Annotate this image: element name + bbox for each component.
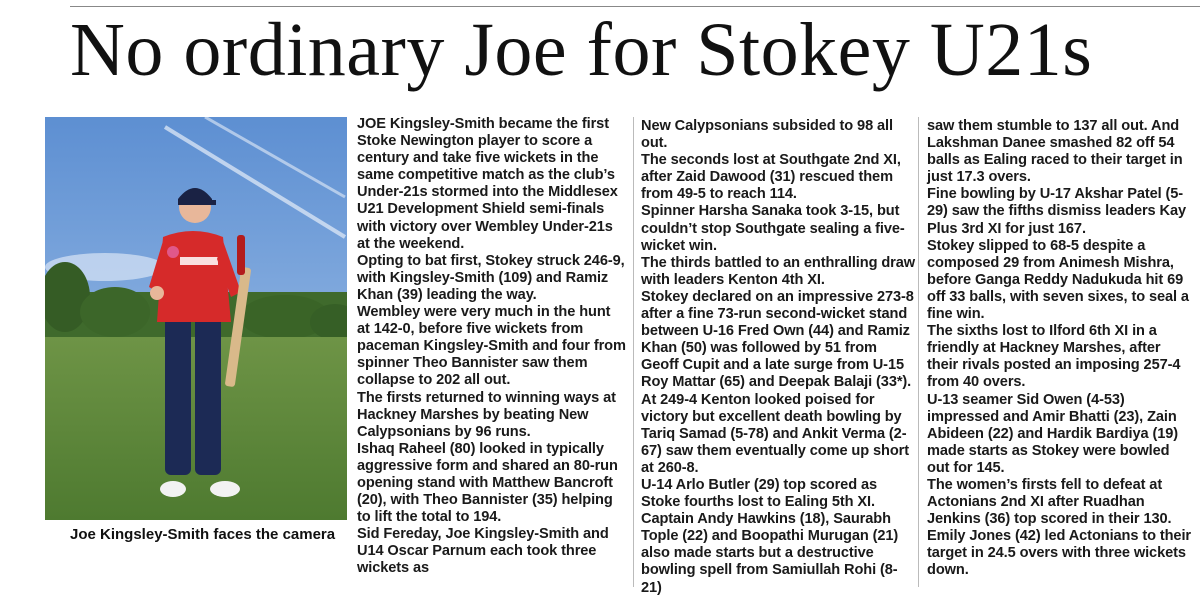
paragraph: Stokey slipped to 68-5 despite a composed 29 from Animesh Mishra, before Ganga Reddy Nadukuda hit 69 off 33 balls, with seven sixes, to seal a fine win. bbox=[927, 237, 1189, 323]
paragraph: Emily Jones (42) led Actonians to their target in 24.5 overs with three wickets down. bbox=[927, 528, 1191, 579]
paragraph: Fine bowling by U-17 Akshar Patel (5-29) saw the fifths dismiss leaders Kay Plus 3rd XI for just 167. bbox=[927, 186, 1186, 237]
paragraph: U-14 Arlo Butler (29) top scored as Stoke fourths lost to Ealing 5th XI. bbox=[641, 476, 878, 511]
paragraph: U-13 seamer Sid Owen (4-53) impressed and Amir Bhatti (23), Zain Abideen (22) and Hardik Bardiya (19) made starts as Stokey were bowled out for 145. bbox=[927, 391, 1179, 476]
paragraph: The women’s firsts fell to defeat at Actonians 2nd XI after Ruadhan Jenkins (36) top scored in their 130. bbox=[927, 476, 1172, 528]
column-divider bbox=[918, 117, 919, 587]
article-column-1 bbox=[357, 116, 627, 578]
photo-caption: Joe Kingsley-Smith faces the camera bbox=[70, 526, 336, 543]
paragraph: The thirds battled to an enthralling draw with leaders Kenton 4th XI. bbox=[641, 254, 916, 288]
paragraph: Sid Fereday, Joe Kingsley-Smith and U14 Oscar Parnum each took three wickets as bbox=[357, 526, 609, 577]
paragraph: saw them stumble to 137 all out. And Lakshman Danee smashed 82 off 54 balls as Ealing raced to their target in just 17.3 overs. bbox=[927, 118, 1183, 186]
top-rule bbox=[70, 6, 1200, 7]
paragraph: Stokey declared on an impressive 273-8 after a fine 73-run second-wicket stand between U-16 Fred Own (44) and Ramiz Khan (50) was followed by 51 from Geoff Cupit and a late surge from U-15 Roy Mattar (65) and Deepak Balaji (33*). bbox=[641, 288, 914, 391]
paragraph: Opting to bat first, Stokey struck 246-9, with Kingsley-Smith (109) and Ramiz Khan (39) leading the way. bbox=[357, 252, 625, 303]
paragraph: The firsts returned to winning ways at Hackney Marshes by beating New Calypsonians by 96 runs. bbox=[357, 389, 616, 440]
paragraph: New Calypsonians subsided to 98 all out. bbox=[641, 118, 893, 152]
article-column-3 bbox=[927, 118, 1192, 580]
paragraph: Spinner Harsha Sanaka took 3-15, but couldn’t stop Southgate sealing a five-wicket win. bbox=[641, 203, 905, 254]
article-photo bbox=[45, 117, 347, 520]
paragraph: At 249-4 Kenton looked poised for victory but excellent death bowling by Tariq Samad (5-78) and Ankit Verma (2-67) saw them eventually come up short at 260-8. bbox=[641, 391, 909, 476]
paragraph: Ishaq Raheel (80) looked in typically aggressive form and shared an 80-run opening stand with Matthew Bancroft (20), with Theo Bannister (35) helping to lift the total to 194. bbox=[357, 440, 618, 526]
cricketer-photo-icon bbox=[45, 117, 347, 520]
column-divider bbox=[633, 117, 634, 587]
paragraph: Captain Andy Hawkins (18), Saurabh Tople (22) and Boopathi Murugan (21) also made starts but a destructive bowling spell from Samiullah Rohi (8-21) bbox=[641, 511, 899, 596]
article-column-2 bbox=[641, 118, 916, 597]
article-headline: No ordinary Joe for Stokey U21s bbox=[70, 8, 1093, 92]
paragraph: The sixths lost to Ilford 6th XI in a friendly at Hackney Marshes, after their rivals posted an imposing 257-4 from 40 overs. bbox=[927, 323, 1181, 391]
paragraph: Wembley were very much in the hunt at 142-0, before five wickets from paceman Kingsley-Smith and four from spinner Theo Bannister saw them collapse to 202 all out. bbox=[357, 304, 626, 389]
paragraph: JOE Kingsley-Smith became the first Stoke Newington player to score a century and take five wickets in the same competitive match as the club’s Under-21s stormed into the Middlesex U21 Development Shield semi-finals with victory over Wembley Under-21s at the weekend. bbox=[357, 116, 618, 252]
paragraph: The seconds lost at Southgate 2nd XI, after Zaid Dawood (31) rescued them from 49-5 to reach 114. bbox=[641, 152, 901, 203]
